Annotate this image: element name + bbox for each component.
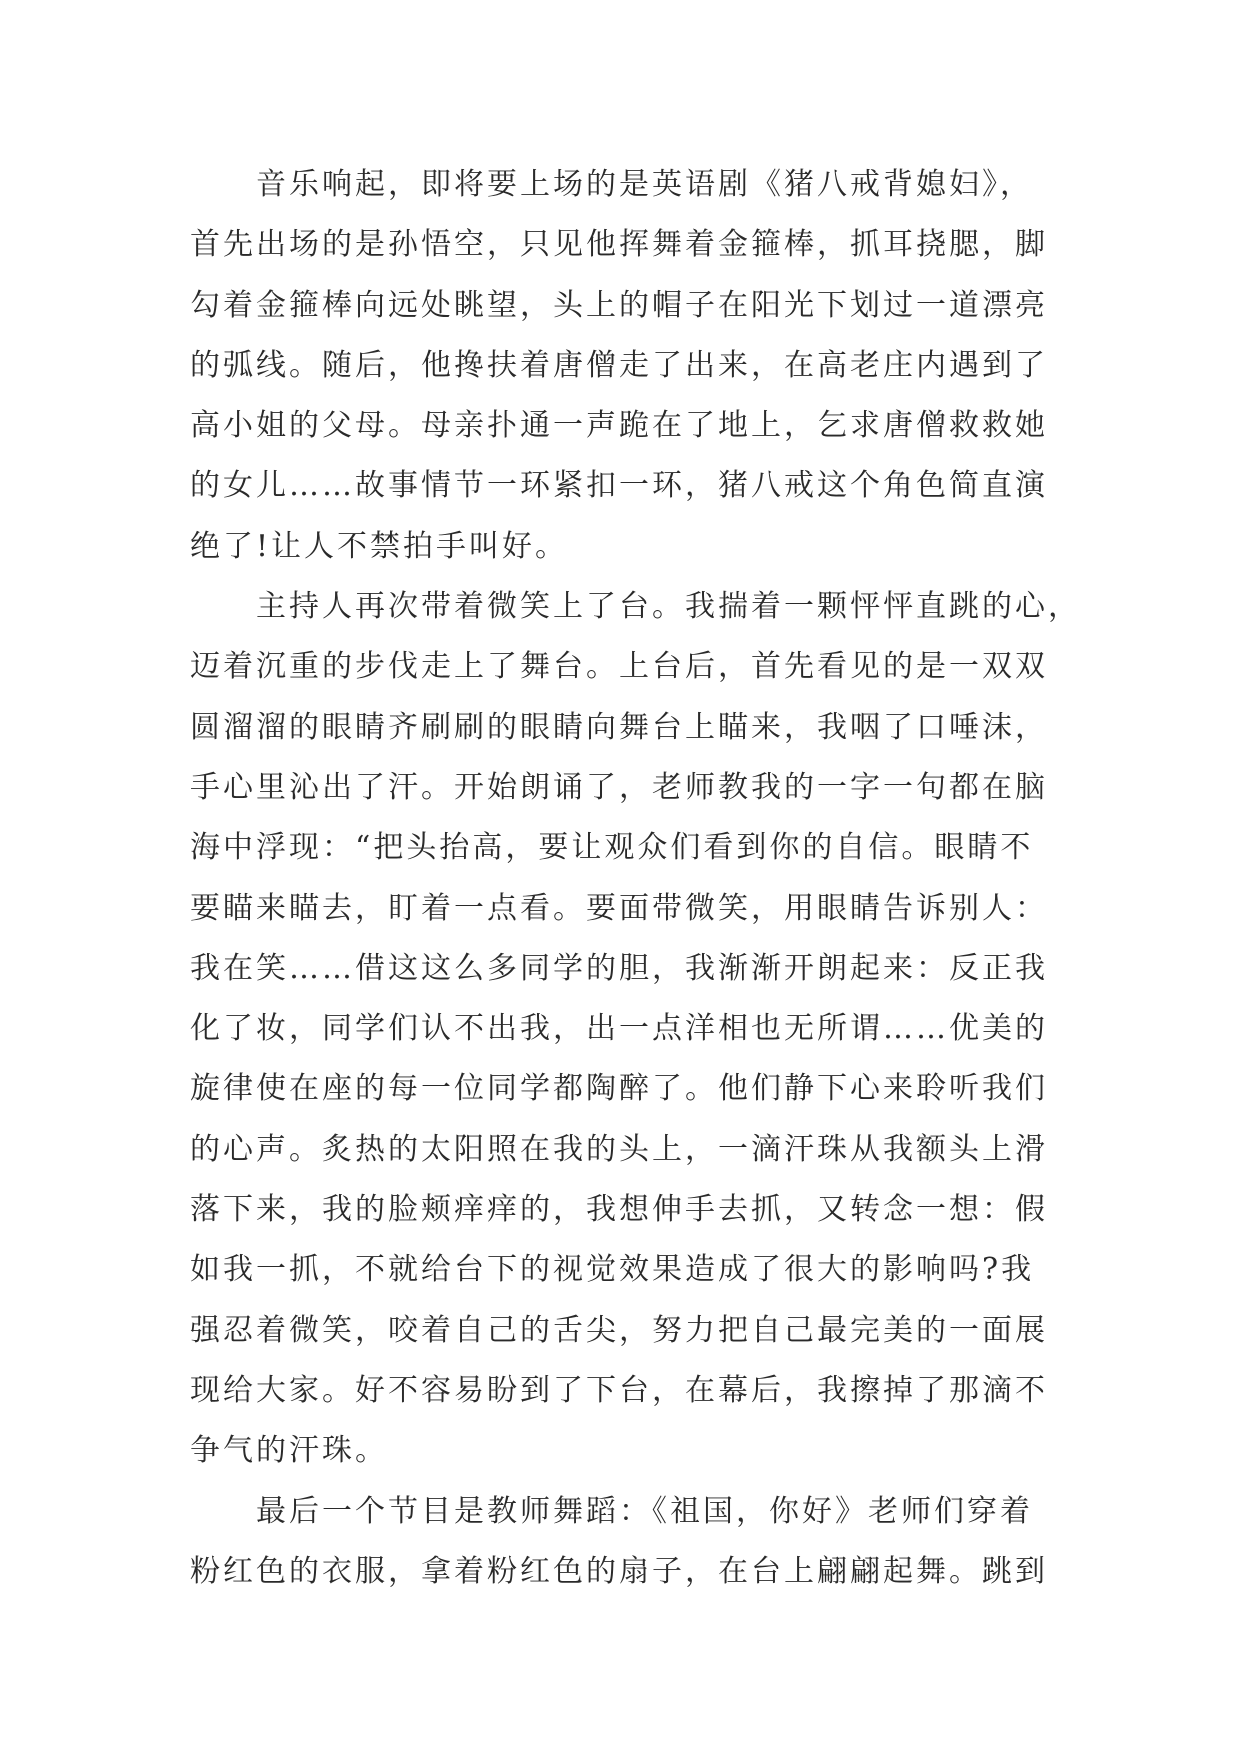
text-line: 我在笑……借这这么多同学的胆，我渐渐开朗起来：反正我 bbox=[190, 950, 1048, 986]
text-line: 最后一个节目是教师舞蹈：《祖国，你好》老师们穿着 bbox=[256, 1493, 1033, 1529]
text-line: 如我一抓，不就给台下的视觉效果造成了很大的影响吗?我 bbox=[190, 1252, 1035, 1288]
text-line: 迈着沉重的步伐走上了舞台。上台后，首先看见的是一双双 bbox=[190, 649, 1048, 685]
text-line: 勾着金箍棒向远处眺望，头上的帽子在阳光下划过一道漂亮 bbox=[190, 287, 1048, 323]
paragraph-2 bbox=[190, 577, 1081, 1481]
paragraph-1 bbox=[190, 155, 1070, 577]
text-line: 争气的汗珠。 bbox=[190, 1433, 388, 1469]
text-line: 落下来，我的脸颊痒痒的，我想伸手去抓，又转念一想：假 bbox=[190, 1192, 1048, 1228]
text-line: 手心里沁出了汗。开始朗诵了，老师教我的一字一句都在脑 bbox=[190, 769, 1048, 805]
text-line: 强忍着微笑，咬着自己的舌尖，努力把自己最完美的一面展 bbox=[190, 1312, 1048, 1348]
text-line: 绝了!让人不禁拍手叫好。 bbox=[190, 528, 569, 564]
text-line: 主持人再次带着微笑上了台。我揣着一颗怦怦直跳的心， bbox=[256, 589, 1081, 625]
text-line: 旋律使在座的每一位同学都陶醉了。他们静下心来聆听我们 bbox=[190, 1071, 1048, 1107]
text-line: 音乐响起，即将要上场的是英语剧《猪八戒背媳妇》， bbox=[256, 167, 1033, 202]
text-line: 海中浮现：“把头抬高，要让观众们看到你的自信。眼睛不 bbox=[190, 830, 1034, 866]
text-line: 首先出场的是孙悟空，只见他挥舞着金箍棒，抓耳挠腮，脚 bbox=[190, 227, 1048, 263]
article-body bbox=[190, 155, 1081, 1602]
text-line: 化了妆，同学们认不出我，出一点洋相也无所谓……优美的 bbox=[190, 1011, 1048, 1047]
text-line: 圆溜溜的眼睛齐刷刷的眼睛向舞台上瞄来，我咽了口唾沫， bbox=[190, 709, 1048, 745]
text-line: 现给大家。好不容易盼到了下台，在幕后，我擦掉了那滴不 bbox=[190, 1372, 1048, 1408]
text-line: 的弧线。随后，他搀扶着唐僧走了出来，在高老庄内遇到了 bbox=[190, 347, 1048, 383]
paragraph-3 bbox=[190, 1482, 1070, 1603]
text-line: 粉红色的衣服，拿着粉红色的扇子，在台上翩翩起舞。跳到 bbox=[190, 1553, 1048, 1589]
text-line: 要瞄来瞄去，盯着一点看。要面带微笑，用眼睛告诉别人： bbox=[190, 890, 1048, 926]
text-line: 的心声。炙热的太阳照在我的头上，一滴汗珠从我额头上滑 bbox=[190, 1131, 1048, 1167]
text-line: 的女儿……故事情节一环紧扣一环，猪八戒这个角色简直演 bbox=[190, 468, 1048, 504]
text-line: 高小姐的父母。母亲扑通一声跪在了地上，乞求唐僧救救她 bbox=[190, 408, 1048, 444]
